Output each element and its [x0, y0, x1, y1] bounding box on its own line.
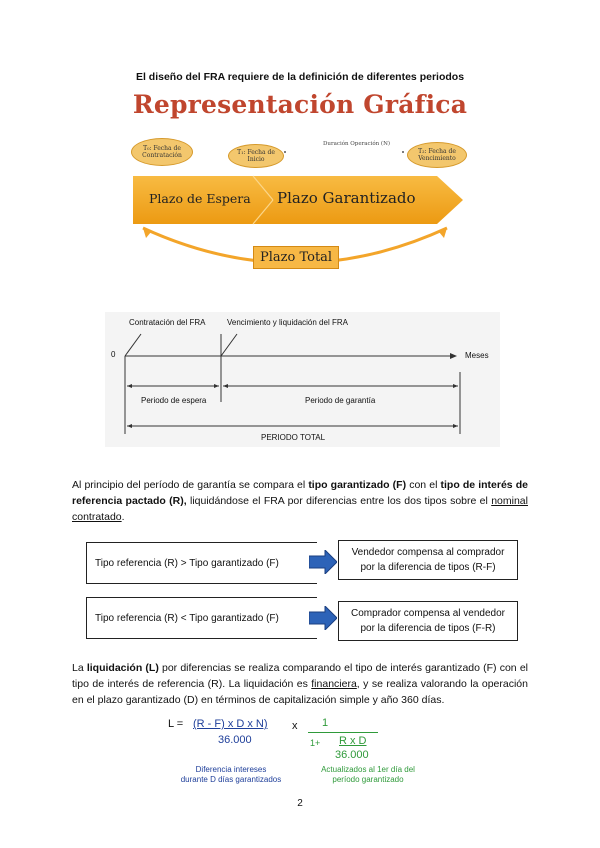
formula-rxd: R x D — [339, 735, 367, 747]
note-green-line1: Actualizados al 1er día del — [321, 765, 415, 774]
para2-text-1: La — [72, 662, 87, 674]
para1-text-2: con el — [406, 479, 441, 491]
fra-periods-diagram — [125, 128, 470, 278]
rule2-result-box — [338, 601, 518, 641]
start-date-oval: T₁: Fecha de Inicio — [228, 144, 284, 168]
rule2-condition: Tipo referencia (R) < Tipo garantizado (F) — [95, 612, 279, 624]
para2-bold-1: liquidación (L) — [86, 662, 159, 674]
settlement-label: Vencimiento y liquidación del FRA — [227, 318, 348, 327]
note-green-line2: período garantizado — [332, 775, 404, 784]
para1-underlined: nominal contratado — [72, 495, 528, 523]
note-blue-line2: durante D días garantizados — [180, 775, 282, 784]
page-number: 2 — [297, 798, 303, 809]
rule1-condition: Tipo referencia (R) > Tipo garantizado (F) — [95, 557, 279, 569]
formula-den2: 36.000 — [335, 749, 369, 761]
rule2-result-line2: por la diferencia de tipos (F-R) — [360, 623, 496, 634]
rule1-arrow-icon — [309, 550, 337, 574]
wait-period-text: Periodo de espera — [141, 396, 207, 405]
timeline-lines — [105, 312, 500, 447]
note-interest-diff — [176, 765, 286, 785]
guarantee-period-text: Periodo de garantía — [305, 396, 376, 405]
para1-text-3: liquidándose el FRA por diferencias entre los dos tipos sobre el — [186, 495, 492, 507]
contract-label: Contratación del FRA — [129, 318, 206, 327]
formula-denominator: 36.000 — [218, 734, 252, 746]
para2-underlined: financiera — [311, 678, 357, 690]
operation-duration-label: Duración Operación (N) — [323, 141, 391, 147]
intro-sentence: El diseño del FRA requiere de la definición de diferentes periodos — [135, 71, 465, 83]
wait-period-label: Plazo de Espera — [149, 191, 251, 206]
rule2-condition-box — [86, 597, 317, 639]
note-discounting — [298, 765, 438, 785]
origin-label: 0 — [111, 350, 116, 359]
maturity-date-oval: T₂: Fecha de Vencimiento — [407, 142, 467, 168]
para2-text-3: , y se realiza valorando la operación en el plazo garantizado (D) en términos de capitalización simple y año 360 días. — [72, 678, 528, 706]
para1-bold-2: tipo de interés de referencia pactado (R), — [72, 479, 529, 507]
months-label: Meses — [465, 351, 489, 360]
page-title: Representación Gráfica — [132, 90, 468, 119]
formula-lhs: L = — [168, 718, 184, 730]
para1-bold-1: tipo garantizado (F) — [308, 479, 407, 491]
rule1-result-line1: Vendedor compensa al comprador — [351, 547, 505, 558]
rule1-condition-box — [86, 542, 317, 584]
total-period-label: Plazo Total — [253, 246, 339, 269]
formula-one-plus: 1+ — [310, 738, 321, 748]
formula-main-bar — [308, 732, 378, 733]
total-period-text: PERIODO TOTAL — [261, 433, 326, 442]
paragraph-settlement — [72, 660, 528, 708]
note-blue-line1: Diferencia intereses — [195, 765, 267, 774]
guaranteed-period-label: Plazo Garantizado — [277, 189, 416, 207]
rule1-result-box — [338, 540, 518, 580]
paragraph-comparison — [72, 477, 528, 525]
para1-text-1: Al principio del período de garantía se compara el — [72, 479, 309, 491]
rule2-arrow-icon — [309, 606, 337, 630]
rule2-result-line1: Comprador compensa al vendedor — [351, 608, 505, 619]
para2-text-2: por diferencias se realiza comparando el tipo de interés garantizado (F) con el tipo de interés de referencia (R). La liquidación es — [72, 662, 528, 690]
formula-times: x — [292, 720, 298, 732]
rule1-result-line2: por la diferencia de tipos (R-F) — [360, 562, 496, 573]
para1-text-4: . — [121, 511, 125, 523]
fra-timeline-diagram — [105, 312, 500, 447]
contract-date-oval: T₀: Fecha de Contratación — [131, 138, 193, 166]
settlement-formula — [168, 714, 438, 794]
formula-numerator: (R - F) x D x N) — [193, 718, 268, 730]
formula-one: 1 — [322, 717, 329, 729]
